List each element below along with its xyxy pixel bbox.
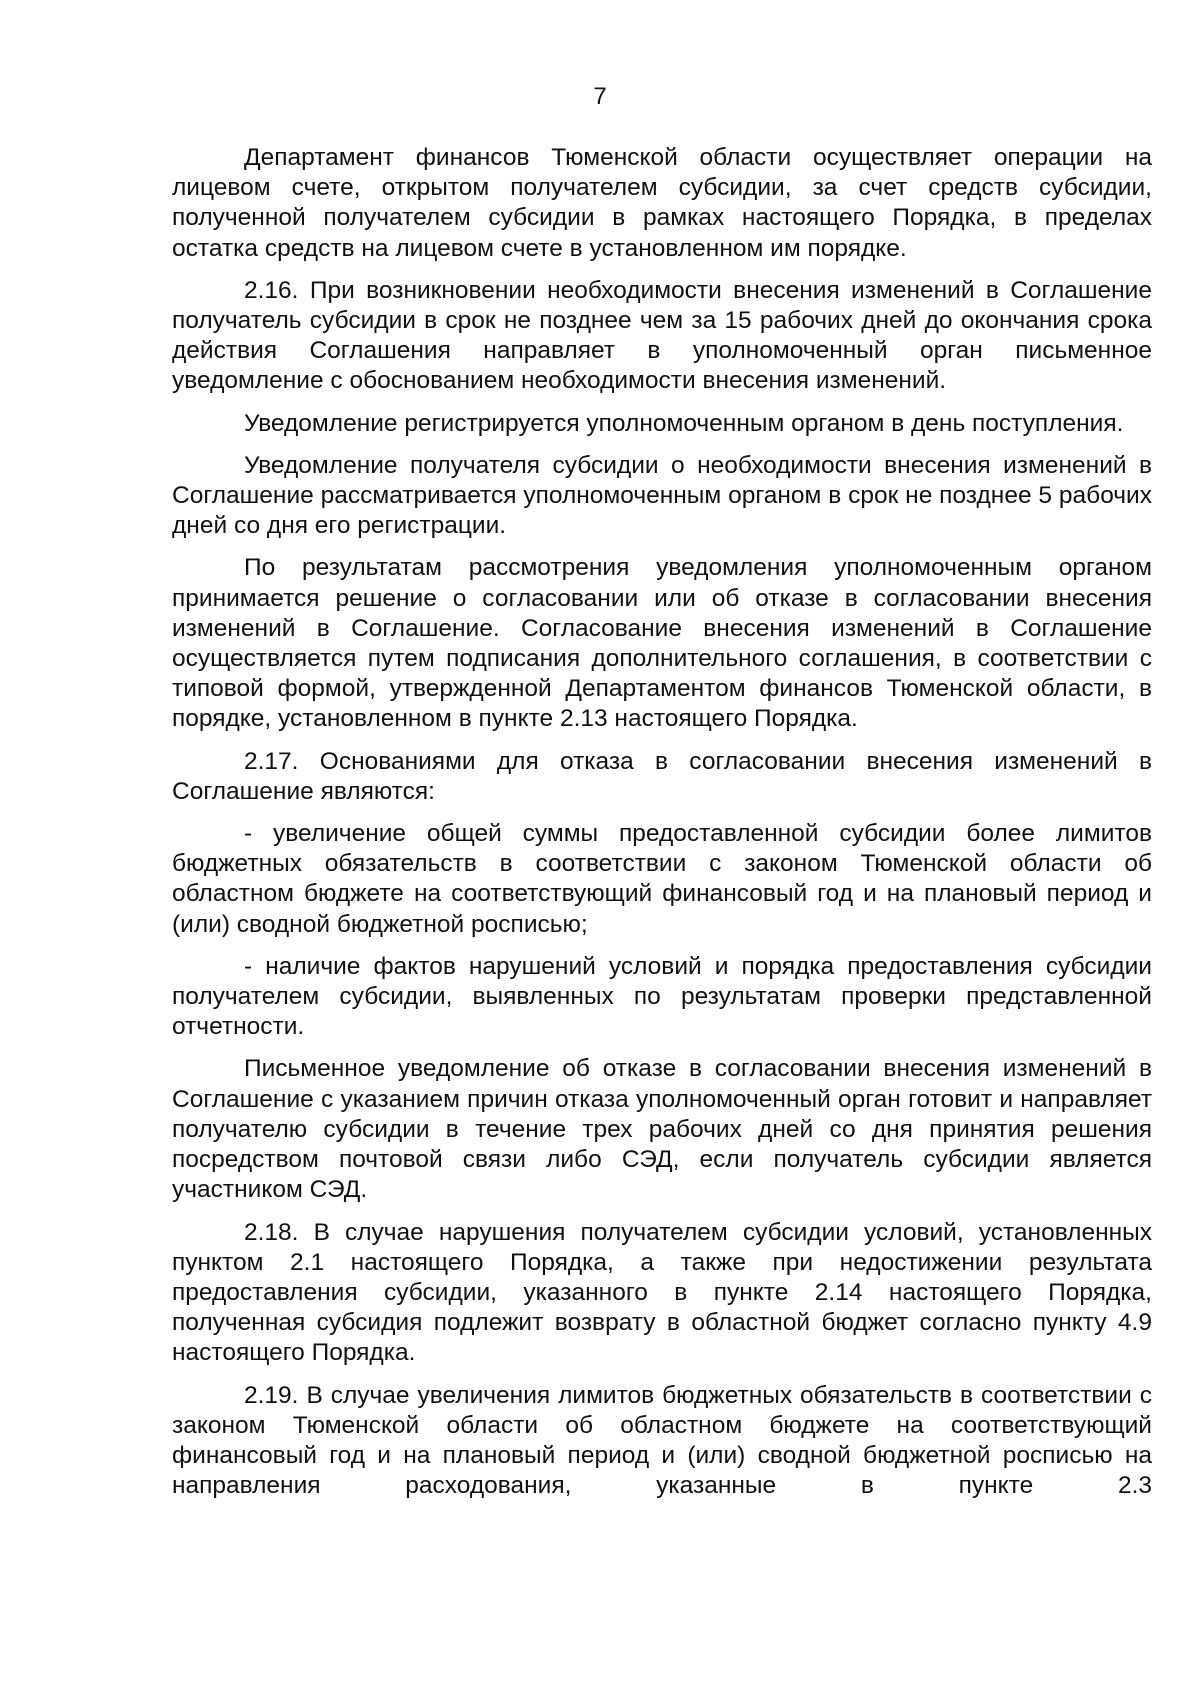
paragraph-notice-review: Уведомление получателя субсидии о необходимости внесения изменений в Соглашение рассматривается уполномоченным органом в срок не позднее 5 рабочих дней со дня его регистрации. — [172, 451, 1152, 540]
paragraph-2-19: 2.19. В случае увеличения лимитов бюджетных обязательств в соответствии с законом Тюменской области об областном бюджете на соответствующий финансовый год и на плановый период и (или) сводной бюджетной росписью на направления расходования, указанные в пункте 2.3 — [172, 1381, 1152, 1500]
paragraph-review-results: По результатам рассмотрения уведомления уполномоченным органом принимается решение о согласовании или об отказе в согласовании внесения изменений в Соглашение. Согласование внесения изменений в Соглашение осуществляется путем подписания дополнительного соглашения, в соответствии с типовой формой, утвержденной Департаментом финансов Тюменской области, в порядке, установленном в пункте 2.13 настоящего Порядка. — [172, 554, 1152, 733]
paragraph-treasury-operations: Департамент финансов Тюменской области осуществляет операции на лицевом счете, открытом получателем субсидии, за счет средств субсидии, полученной получателем субсидии в рамках настоящего Порядка, в пределах остатка средств на лицевом счете в установленном им порядке. — [172, 144, 1152, 262]
list-item-violations: - наличие фактов нарушений условий и порядка предоставления субсидии получателем субсидии, выявленных по результатам проверки представленной отчетности. — [172, 952, 1152, 1041]
paragraph-refusal-notice: Письменное уведомление об отказе в согласовании внесения изменений в Соглашение с указанием причин отказа уполномоченный орган готовит и направляет получателю субсидии в течение трех рабочих дней со дня принятия решения посредством почтовой связи либо СЭД, если получатель субсидии является участником СЭД. — [172, 1055, 1152, 1204]
paragraph-2-18: 2.18. В случае нарушения получателем субсидии условий, установленных пунктом 2.1 настоящего Порядка, а также при недостижении результата предоставления субсидии, указанного в пункте 2.14 настоящего Порядка, полученная субсидия подлежит возврату в областной бюджет согласно пункту 4.9 настоящего Порядка. — [172, 1218, 1152, 1367]
list-item-limit-excess: - увеличение общей суммы предоставленной субсидии более лимитов бюджетных обязательств в соответствии с законом Тюменской области об областном бюджете на соответствующий финансовый год и на плановый период и (или) сводной бюджетной росписью; — [172, 820, 1152, 938]
paragraph-2-17: 2.17. Основаниями для отказа в согласовании внесения изменений в Соглашение являются: — [172, 747, 1152, 805]
paragraph-2-16: 2.16. При возникновении необходимости внесения изменений в Соглашение получатель субсидии в срок не позднее чем за 15 рабочих дней до окончания срока действия Соглашения направляет в уполномоченный орган письменное уведомление с обоснованием необходимости внесения изменений. — [172, 276, 1152, 395]
paragraph-notice-registration: Уведомление регистрируется уполномоченным органом в день поступления. — [244, 409, 1124, 437]
document-body — [172, 143, 1152, 1513]
page-number: 7 — [593, 83, 607, 110]
